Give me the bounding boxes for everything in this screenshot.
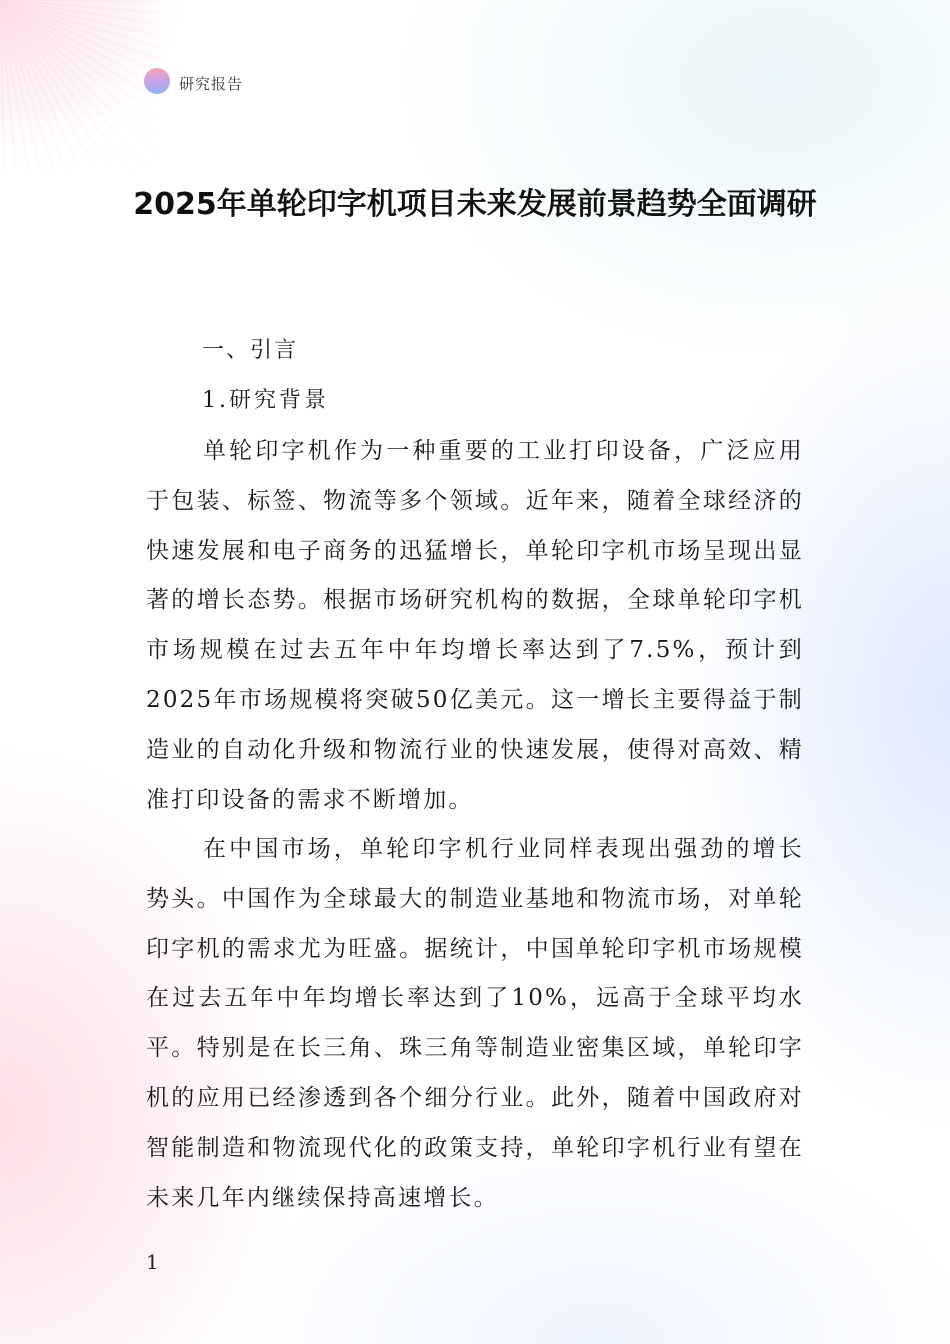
document-title: 2025年单轮印字机项目未来发展前景趋势全面调研 — [133, 187, 817, 222]
page-number: 1 — [146, 1250, 159, 1274]
body-paragraph-2: 在中国市场，单轮印字机行业同样表现出强劲的增长势头。中国作为全球最大的制造业基地和物流市场，对单轮印字机的需求尤为旺盛。据统计，中国单轮印字机市场规模在过去五年中年均增长率达到了10%，远高于全球平均水平。特别是在长三角、珠三角等制造业密集区域，单轮印字机的应用已经渗透到各个细分行业。此外，随着中国政府对智能制造和物流现代化的政策支持，单轮印字机行业有望在未来几年内继续保持高速增长。 — [146, 836, 804, 1211]
logo-icon — [144, 68, 170, 94]
header-label: 研究报告 — [179, 74, 244, 93]
header — [144, 68, 243, 94]
body-paragraph-1: 单轮印字机作为一种重要的工业打印设备，广泛应用于包装、标签、物流等多个领域。近年来，随着全球经济的快速发展和电子商务的迅猛增长，单轮印字机市场呈现出显著的增长态势。根据市场研究机构的数据，全球单轮印字机市场规模在过去五年中年均增长率达到了7.5%，预计到2025年市场规模将突破50亿美元。这一增长主要得益于制造业的自动化升级和物流行业的快速发展，使得对高效、精准打印设备的需求不断增加。 — [146, 438, 804, 813]
subsection-heading: 1.研究背景 — [202, 388, 329, 413]
section-heading: 一、引言 — [202, 338, 299, 363]
